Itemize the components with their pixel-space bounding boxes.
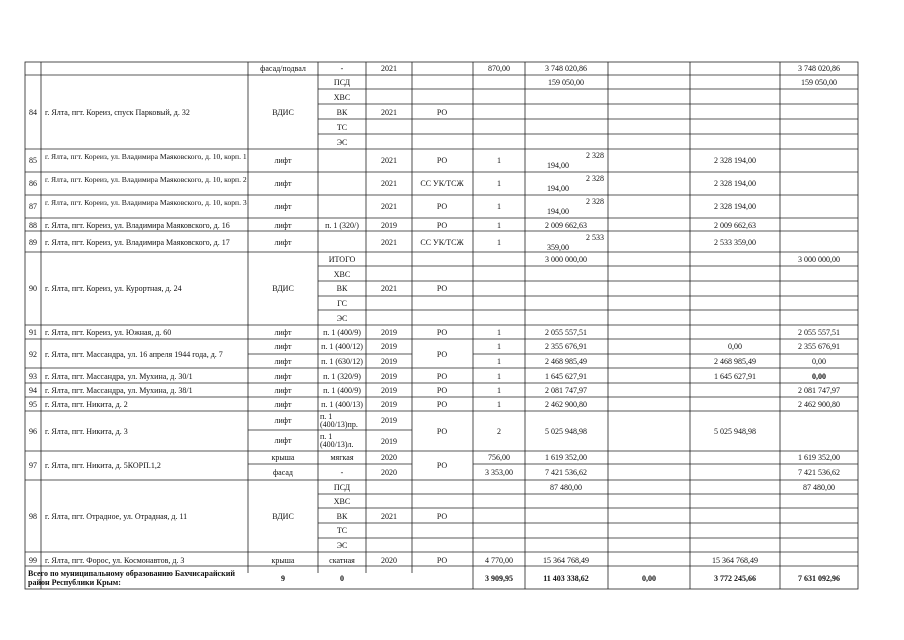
row-number: 88 <box>29 221 37 230</box>
row-number: 84 <box>29 108 37 117</box>
cell-org: РО <box>436 108 448 117</box>
row-address: г. Ялта, пгт. Никита, д. 3 <box>45 427 128 436</box>
cell-v1: 870,00 <box>488 64 510 73</box>
row-address: г. Ялта, пгт. Массандра, ул. Мухина, д. 30/1 <box>45 372 193 381</box>
cell-qty: 1 <box>497 372 501 381</box>
cell-year: 2019 <box>381 400 397 409</box>
cell-v5: 2 328 194,00 <box>714 179 756 188</box>
cell-v2: 194,00 <box>547 207 569 216</box>
cell-org: РО <box>436 372 448 381</box>
cell-v6: 1 619 352,00 <box>798 453 840 462</box>
cell-sub: ТС <box>336 526 348 535</box>
cell-v6: 3 748 020,86 <box>798 64 840 73</box>
cell-sub: ГС <box>337 299 347 308</box>
cell-sub: ВК <box>336 108 348 117</box>
row-number: 91 <box>29 328 37 337</box>
cell-org: РО <box>436 284 448 293</box>
cell-type: ВДИС <box>272 284 294 293</box>
cell-type: лифт <box>274 202 292 211</box>
cell-v2: 1 619 352,00 <box>545 453 587 462</box>
cell-year: 2021 <box>381 512 397 521</box>
cell-sub: ТС <box>336 123 348 132</box>
cell-sub: ЭС <box>336 541 348 550</box>
cell-type: лифт <box>274 179 292 188</box>
cell-v2: 87 480,00 <box>550 483 582 492</box>
cell-sub: ИТОГО <box>328 255 356 264</box>
cell-v2: 3 748 020,86 <box>545 64 587 73</box>
cell-qty: 1 <box>497 328 501 337</box>
row-number: 95 <box>29 400 37 409</box>
cell-v5: 1 645 627,91 <box>714 372 756 381</box>
cell-year: 2020 <box>381 468 397 477</box>
cell-v2: 159 050,00 <box>548 78 584 87</box>
row-address: г. Ялта, пгт. Кореиз, ул. Владимира Маяковского, д. 10, корп. 3 <box>45 198 247 207</box>
cell-v6: 2 462 900,80 <box>798 400 840 409</box>
cell-org: РО <box>436 386 448 395</box>
row-number: 97 <box>29 461 37 470</box>
cell-v2: 5 025 948,98 <box>545 427 587 436</box>
cell-v2: 359,00 <box>547 243 569 252</box>
cell-v2: 2 328 <box>586 197 604 206</box>
cell-org: РО <box>436 461 448 470</box>
total-label: Всего по муниципальному образованию Бахчисарайский <box>28 569 235 578</box>
cell-qty: 2 <box>497 427 501 436</box>
cell-sub: ХВС <box>333 93 351 102</box>
cell-type: лифт <box>274 386 292 395</box>
cell-v6: 7 421 536,62 <box>798 468 840 477</box>
cell-year: 2019 <box>381 328 397 337</box>
cell-year: 2021 <box>381 284 397 293</box>
cell-cat: мягкая <box>330 453 354 462</box>
row-number: 99 <box>29 556 37 565</box>
cell-org: РО <box>436 202 448 211</box>
row-address: г. Ялта, пгт. Массандра, ул. 16 апреля 1944 года, д. 7 <box>45 350 223 359</box>
cell-v5: 15 364 768,49 <box>712 556 758 565</box>
row-address: г. Ялта, пгт. Кореиз, ул. Владимира Маяковского, д. 10, корп. 2 <box>45 175 247 184</box>
cell-org: РО <box>436 427 448 436</box>
cell-v5: 2 328 194,00 <box>714 156 756 165</box>
cell-type: лифт <box>274 328 292 337</box>
cell-cat: п. 1 (400/9) <box>323 386 361 395</box>
cell-type: лифт <box>274 400 292 409</box>
cell-v2: 15 364 768,49 <box>543 556 589 565</box>
cell-org: РО <box>436 400 448 409</box>
cell-cat: п. 1 <box>320 412 333 421</box>
cell-org: РО <box>436 512 448 521</box>
cell-type: лифт <box>274 156 292 165</box>
cell-qty: 1 <box>497 221 501 230</box>
cell-year: 2019 <box>381 342 397 351</box>
cell-type: лифт <box>274 221 292 230</box>
row-number: 89 <box>29 238 37 247</box>
cell-cat: скатная <box>329 556 355 565</box>
cell-v5: 2 533 359,00 <box>714 238 756 247</box>
cell-org: РО <box>436 156 448 165</box>
total-v5: 3 772 245,66 <box>714 574 756 583</box>
cell-v6: 0,00 <box>812 372 826 381</box>
cell-year: 2019 <box>381 386 397 395</box>
cell-v6: 2 081 747,97 <box>798 386 840 395</box>
cell-year: 2019 <box>381 416 397 425</box>
cell-sub: ЭС <box>336 314 348 323</box>
cell-v2: 1 645 627,91 <box>545 372 587 381</box>
cell-cat: п. 1 (400/9) <box>323 328 361 337</box>
cell-org: СС УК/ТСЖ <box>420 179 464 188</box>
row-number: 94 <box>29 386 37 395</box>
total-count: 9 <box>281 574 285 583</box>
cell-sub: ЭС <box>336 138 348 147</box>
cell-year: 2021 <box>381 108 397 117</box>
total-v6: 7 631 092,96 <box>798 574 840 583</box>
row-number: 96 <box>29 427 37 436</box>
cell-v2: 2 328 <box>586 174 604 183</box>
cell-year: 2021 <box>381 64 397 73</box>
cell-type: лифт <box>274 342 292 351</box>
cell-v6: 3 000 000,00 <box>798 255 840 264</box>
cell-sub: ПСД <box>333 78 351 87</box>
row-address: г. Ялта, пгт. Кореиз, ул. Южная, д. 60 <box>45 328 172 337</box>
cell-org: СС УК/ТСЖ <box>420 238 464 247</box>
row-number: 87 <box>29 202 37 211</box>
cell-year: 2021 <box>381 202 397 211</box>
cell-qty: 1 <box>497 202 501 211</box>
cell-v1: 3 353,00 <box>485 468 513 477</box>
cell-qty: 1 <box>497 238 501 247</box>
row-address: г. Ялта, пгт. Кореиз, ул. Курортная, д. 24 <box>45 284 182 293</box>
cell-year: 2019 <box>381 221 397 230</box>
cell-v2: 2 355 676,91 <box>545 342 587 351</box>
cell-v4: 0,00 <box>728 342 742 351</box>
row-number: 92 <box>29 350 37 359</box>
cell-type: лифт <box>274 238 292 247</box>
cell-type: ВДИС <box>272 108 294 117</box>
cell-sub: ВК <box>336 512 348 521</box>
cell-v5: 2 468 985,49 <box>714 357 756 366</box>
cell-v5: 2 328 194,00 <box>714 202 756 211</box>
cell-year: 2019 <box>381 357 397 366</box>
cell-type: лифт <box>274 416 292 425</box>
cell-v2: 194,00 <box>547 161 569 170</box>
cell-v2: 2 533 <box>586 233 604 242</box>
cell-type: лифт <box>274 357 292 366</box>
row-address: г. Ялта, пгт. Кореиз, ул. Владимира Маяковского, д. 17 <box>45 238 230 247</box>
cell-org: РО <box>436 328 448 337</box>
cell-v2: 194,00 <box>547 184 569 193</box>
cell-v2: 2 081 747,97 <box>545 386 587 395</box>
cell-cat: п. 1 (400/13) <box>321 400 363 409</box>
cell-year: 2021 <box>381 238 397 247</box>
cell-year: 2021 <box>381 179 397 188</box>
cell-v2: 7 421 536,62 <box>545 468 587 477</box>
cell-v6: 87 480,00 <box>803 483 835 492</box>
cell-qty: 1 <box>497 179 501 188</box>
cell-cat: п. 1 (400/12) <box>321 342 363 351</box>
total-v1: 3 909,95 <box>485 574 513 583</box>
cell-v6: 2 355 676,91 <box>798 342 840 351</box>
row-address: г. Ялта, пгт. Форос, ул. Космонавтов, д. 3 <box>45 556 185 565</box>
row-address: г. Ялта, пгт. Никита, д. 5КОРП.1,2 <box>45 461 161 470</box>
cell-qty: 1 <box>497 400 501 409</box>
row-address: г. Ялта, пгт. Кореиз, спуск Парковый, д. 32 <box>45 108 190 117</box>
cell-v2: 2 462 900,80 <box>545 400 587 409</box>
cell-cat: п. 1 (320/) <box>325 221 359 230</box>
cell-year: 2020 <box>381 556 397 565</box>
cell-v1: 4 770,00 <box>485 556 513 565</box>
row-number: 90 <box>29 284 37 293</box>
cell-cat: п. 1 (630/12) <box>321 357 363 366</box>
row-address: г. Ялта, пгт. Отрадное, ул. Отрадная, д. 11 <box>45 512 188 521</box>
cell-qty: 1 <box>497 357 501 366</box>
cell-sub: ХВС <box>333 270 351 279</box>
cell-cat: - <box>340 64 344 73</box>
cell-type: ВДИС <box>272 512 294 521</box>
cell-cat: п. 1 <box>320 432 333 441</box>
cell-qty: 1 <box>497 156 501 165</box>
cell-v6: 2 055 557,51 <box>798 328 840 337</box>
cell-cat: (400/13)л. <box>320 440 354 449</box>
row-address: г. Ялта, пгт. Кореиз, ул. Владимира Маяковского, д. 10, корп. 1 <box>45 152 247 161</box>
cell-qty: 1 <box>497 342 501 351</box>
total-count: 0 <box>340 574 344 583</box>
cell-org: РО <box>436 556 448 565</box>
cell-v2: 2 328 <box>586 151 604 160</box>
cell-v2: 3 000 000,00 <box>545 255 587 264</box>
cell-org: РО <box>436 350 448 359</box>
cell-type: лифт <box>274 436 292 445</box>
total-label: район Республики Крым: <box>28 578 121 587</box>
cell-v1: 756,00 <box>488 453 510 462</box>
cell-type: крыша <box>271 453 295 462</box>
cell-year: 2019 <box>381 437 397 446</box>
cell-org: РО <box>436 221 448 230</box>
cell-year: 2021 <box>381 156 397 165</box>
row-address: г. Ялта, пгт. Массандра, ул. Мухина, д. 38/1 <box>45 386 193 395</box>
cell-sub: ХВС <box>333 497 351 506</box>
cell-v2: 2 055 557,51 <box>545 328 587 337</box>
row-number: 93 <box>29 372 37 381</box>
row-number: 98 <box>29 512 37 521</box>
cell-v5: 5 025 948,98 <box>714 427 756 436</box>
cell-cat: (400/13)пр. <box>320 420 358 429</box>
cell-sub: ВК <box>336 284 348 293</box>
cell-v2: 2 468 985,49 <box>545 357 587 366</box>
cell-v6: 159 050,00 <box>801 78 837 87</box>
cell-kind: фасад/подвал <box>260 64 306 73</box>
cell-v2: 2 009 662,63 <box>545 221 587 230</box>
row-address: г. Ялта, пгт. Кореиз, ул. Владимира Маяковского, д. 16 <box>45 221 230 230</box>
total-v2: 11 403 338,62 <box>543 574 589 583</box>
cell-type: крыша <box>271 556 295 565</box>
cell-qty: 1 <box>497 386 501 395</box>
cell-sub: ПСД <box>333 483 351 492</box>
cell-type: фасад <box>272 468 294 477</box>
cell-v5: 2 009 662,63 <box>714 221 756 230</box>
cell-cat: п. 1 (320/9) <box>323 372 361 381</box>
row-address: г. Ялта, пгт. Никита, д. 2 <box>45 400 128 409</box>
cell-year: 2019 <box>381 372 397 381</box>
total-v3: 0,00 <box>642 574 656 583</box>
cell-year: 2020 <box>381 453 397 462</box>
row-number: 85 <box>29 156 37 165</box>
cell-cat: - <box>340 468 344 477</box>
cell-v6: 0,00 <box>812 357 826 366</box>
row-number: 86 <box>29 179 37 188</box>
cell-type: лифт <box>274 372 292 381</box>
